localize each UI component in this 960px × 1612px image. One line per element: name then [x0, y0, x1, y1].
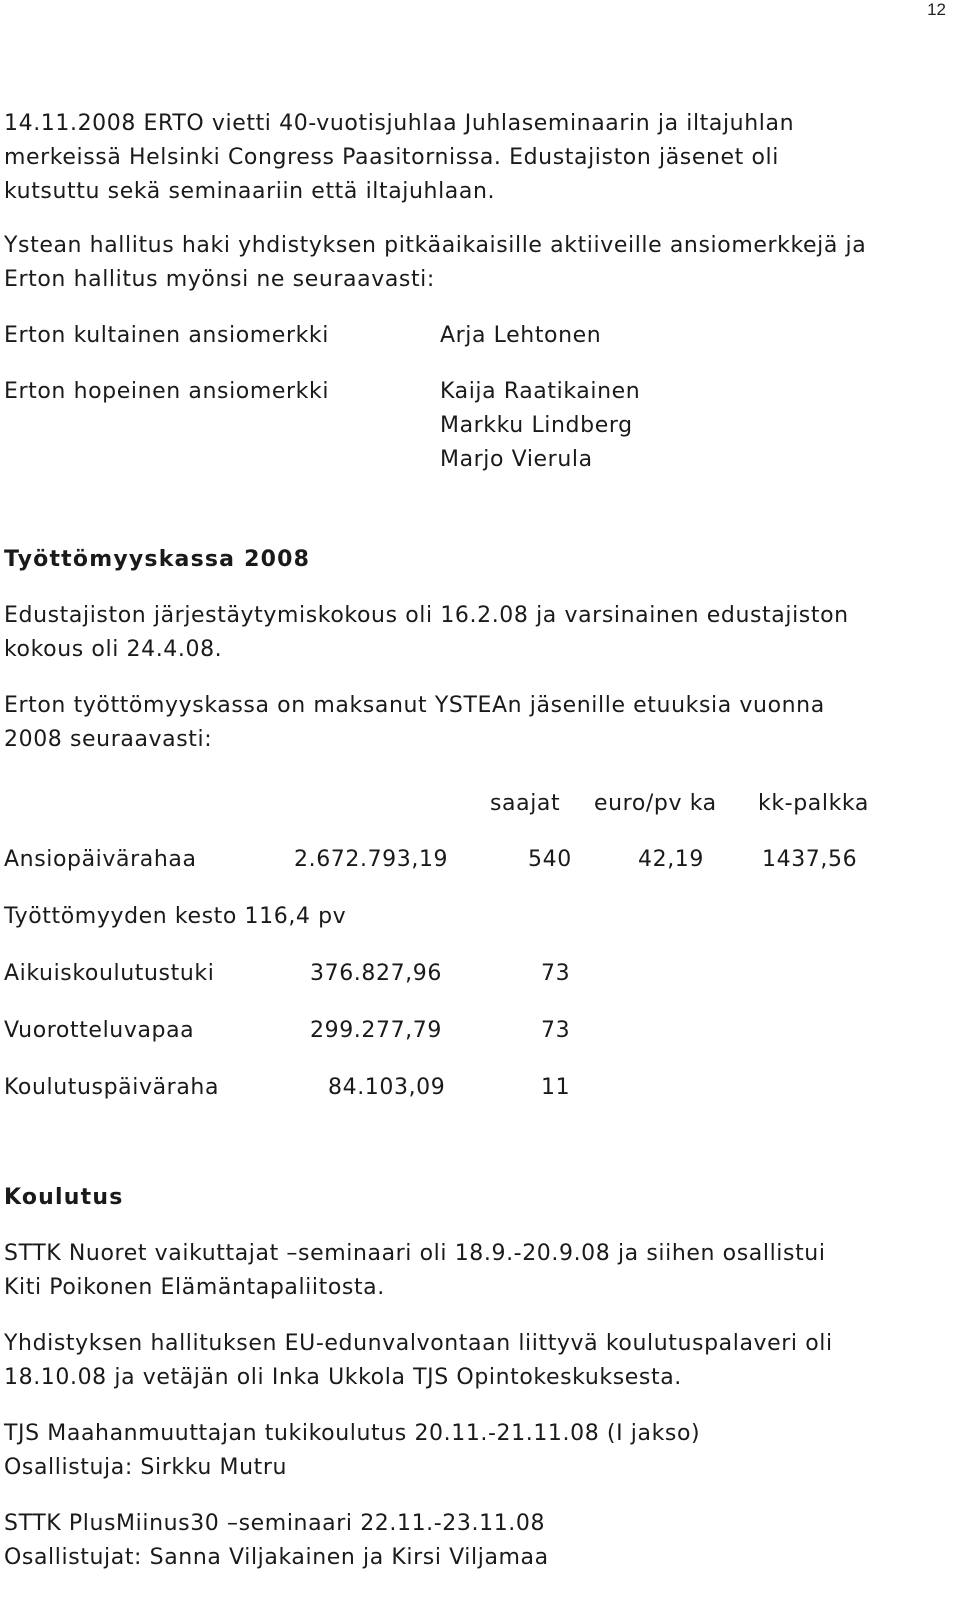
- stats-table-header: [4, 787, 944, 821]
- stat-row-ansiopaivaraha: [4, 843, 944, 877]
- koulutus-item: [4, 1237, 944, 1305]
- row-label: Vuorotteluvapaa: [4, 1018, 195, 1043]
- intro-line: merkeissä Helsinki Congress Paasitornissa. Edustajiston jäsenet oli: [4, 145, 779, 170]
- stat-row-kesto: [4, 900, 944, 934]
- gold-award-label: Erton kultainen ansiomerkki: [4, 323, 329, 348]
- header-saajat: saajat: [490, 791, 561, 816]
- koulutus-line: TJS Maahanmuuttajan tukikoulutus 20.11.-21.11.08 (I jakso): [4, 1421, 701, 1446]
- etuudet-line: Erton työttömyyskassa on maksanut YSTEAn jäsenille etuuksia vuonna: [4, 693, 825, 718]
- kokous-paragraph: [4, 599, 944, 667]
- header-kk-palkka: kk-palkka: [758, 791, 869, 816]
- row-label: Aikuiskoulutustuki: [4, 961, 215, 986]
- koulutus-line: 18.10.08 ja vetäjän oli Inka Ukkola TJS Opintokeskuksesta.: [4, 1365, 682, 1390]
- silver-award-label: Erton hopeinen ansiomerkki: [4, 379, 330, 404]
- row-label: Koulutuspäiväraha: [4, 1075, 220, 1100]
- document-body: [4, 107, 944, 1597]
- award-recipient: Markku Lindberg: [440, 413, 633, 438]
- award-recipient: Arja Lehtonen: [440, 323, 602, 348]
- row-kk-palkka: 1437,56: [762, 847, 858, 872]
- intro-paragraph: [4, 107, 944, 209]
- row-label: Työttömyyden kesto 116,4 pv: [4, 904, 347, 929]
- ystea-line: Erton hallitus myönsi ne seuraavasti:: [4, 267, 435, 292]
- koulutus-line: Osallistuja: Sirkku Mutru: [4, 1455, 288, 1480]
- awards-list: [4, 319, 944, 477]
- intro-line: kutsuttu sekä seminaariin että iltajuhlaan.: [4, 179, 496, 204]
- page-number: 12: [927, 0, 946, 19]
- koulutus-item: [4, 1327, 944, 1395]
- stat-row-aikuiskoulutustuki: [4, 957, 944, 991]
- intro-line: 14.11.2008 ERTO vietti 40-vuotisjuhlaa Juhlaseminaarin ja iltajuhlan: [4, 111, 795, 136]
- ystea-paragraph: [4, 229, 944, 297]
- gold-award-names: [440, 319, 944, 353]
- row-amount: 2.672.793,19: [294, 847, 449, 872]
- koulutus-line: Yhdistyksen hallituksen EU-edunvalvontaan liittyvä koulutuspalaveri oli: [4, 1331, 833, 1356]
- koulutus-item: [4, 1507, 944, 1575]
- tyottomyyskassa-heading: Työttömyyskassa 2008: [4, 547, 311, 572]
- row-amount: 299.277,79: [310, 1018, 442, 1043]
- row-saajat: 73: [541, 1018, 571, 1043]
- koulutus-heading: Koulutus: [4, 1185, 124, 1210]
- row-saajat: 11: [541, 1075, 571, 1100]
- header-euro-pv: euro/pv ka: [594, 791, 717, 816]
- etuudet-line: 2008 seuraavasti:: [4, 727, 213, 752]
- koulutus-line: STTK Nuoret vaikuttajat –seminaari oli 18.9.-20.9.08 ja siihen osallistui: [4, 1241, 826, 1266]
- etuudet-paragraph: [4, 689, 944, 757]
- ystea-line: Ystean hallitus haki yhdistyksen pitkäaikaisille aktiiveille ansiomerkkejä ja: [4, 233, 867, 258]
- koulutus-line: Osallistujat: Sanna Viljakainen ja Kirsi Viljamaa: [4, 1545, 549, 1570]
- row-saajat: 73: [541, 961, 571, 986]
- koulutus-line: Kiti Poikonen Elämäntapaliitosta.: [4, 1275, 385, 1300]
- koulutus-item: [4, 1417, 944, 1485]
- row-saajat: 540: [528, 847, 572, 872]
- stat-row-koulutuspaivaraha: [4, 1071, 944, 1105]
- row-label: Ansiopäivärahaa: [4, 847, 197, 872]
- award-recipient: Kaija Raatikainen: [440, 379, 641, 404]
- row-amount: 84.103,09: [328, 1075, 446, 1100]
- row-euro-pv: 42,19: [638, 847, 704, 872]
- kokous-line: kokous oli 24.4.08.: [4, 637, 223, 662]
- row-amount: 376.827,96: [310, 961, 442, 986]
- silver-award-names: [440, 375, 944, 477]
- koulutus-section: [4, 1181, 944, 1575]
- kokous-line: Edustajiston järjestäytymiskokous oli 16.2.08 ja varsinainen edustajiston: [4, 603, 849, 628]
- award-recipient: Marjo Vierula: [440, 447, 593, 472]
- koulutus-line: STTK PlusMiinus30 –seminaari 22.11.-23.11.08: [4, 1511, 546, 1536]
- stat-row-vuorotteluvapaa: [4, 1014, 944, 1048]
